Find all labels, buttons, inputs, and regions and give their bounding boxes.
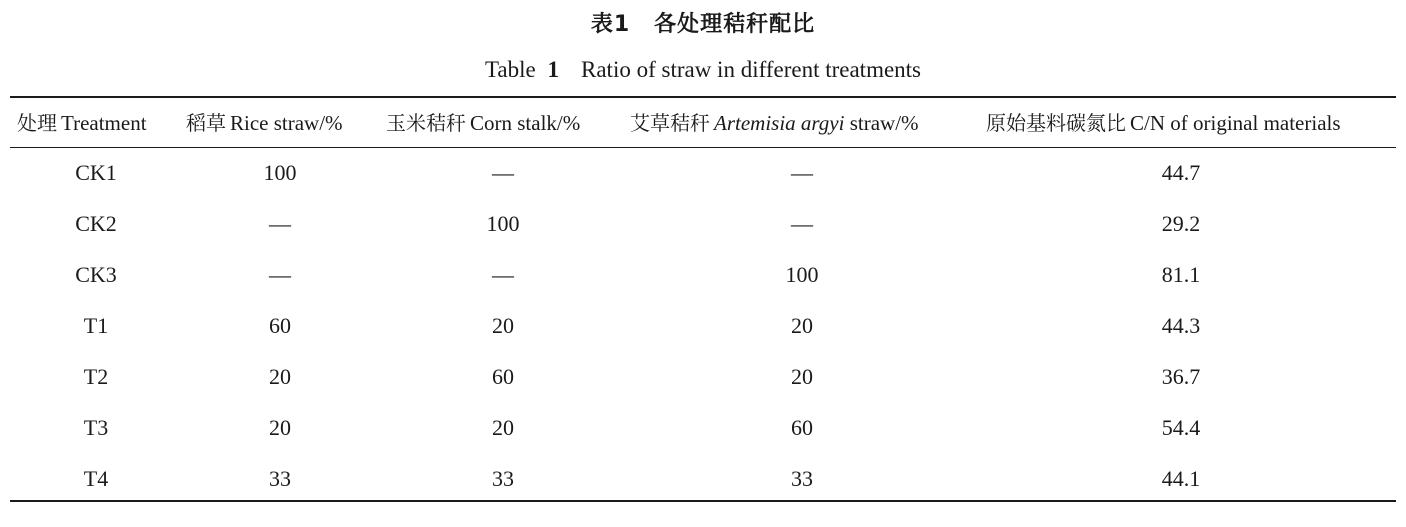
cell-rice-straw: 20 <box>269 415 291 440</box>
header-corn-stalk: 玉米秸秆 Corn stalk/% <box>386 111 581 135</box>
table-title-en-text: Ratio of straw in different treatments <box>581 57 922 82</box>
table-title-chinese <box>0 8 1406 42</box>
cell-rice-straw: 60 <box>269 313 291 338</box>
cell-rice-straw: — <box>269 211 291 236</box>
cell-rice-straw: 33 <box>269 466 291 491</box>
cell-treatment: T1 <box>83 313 109 338</box>
cell-corn-stalk: — <box>492 262 514 287</box>
cell-artemisia-straw: — <box>791 160 813 185</box>
cell-corn-stalk: — <box>492 160 514 185</box>
cell-treatment: CK1 <box>75 160 117 185</box>
cell-rice-straw: — <box>269 262 291 287</box>
cell-cn-ratio: 54.4 <box>1161 415 1201 440</box>
table-title-english <box>0 54 1406 86</box>
cell-corn-stalk: 60 <box>492 364 514 389</box>
cell-artemisia-straw: 20 <box>791 313 813 338</box>
cell-cn-ratio: 29.2 <box>1161 211 1201 236</box>
cell-treatment: CK2 <box>75 211 117 236</box>
cell-artemisia-straw: 33 <box>791 466 813 491</box>
header-treatment: 处理 Treatment <box>17 111 147 135</box>
table-top-rule <box>10 96 1396 98</box>
table-label-en: Table <box>484 57 536 82</box>
cell-treatment: CK3 <box>75 262 117 287</box>
cell-artemisia-straw: — <box>791 211 813 236</box>
cell-corn-stalk: 33 <box>492 466 514 491</box>
table-number-cn: 表1 <box>590 12 631 37</box>
cell-artemisia-straw: 60 <box>791 415 813 440</box>
cell-corn-stalk: 100 <box>486 211 520 236</box>
cell-artemisia-straw: 100 <box>785 262 819 287</box>
cell-treatment: T3 <box>83 415 109 440</box>
table-number-en: 1 <box>547 57 559 82</box>
cell-cn-ratio: 44.1 <box>1161 466 1201 491</box>
header-cn-ratio: 原始基料碳氮比 C/N of original materials <box>986 111 1341 135</box>
cell-cn-ratio: 36.7 <box>1161 364 1201 389</box>
cell-treatment: T2 <box>83 364 109 389</box>
cell-corn-stalk: 20 <box>492 415 514 440</box>
table-header-rule <box>10 147 1396 148</box>
header-artemisia-straw: 艾草秸秆 Artemisia argyi straw/% <box>630 111 919 135</box>
table-title-cn-text: 各处理秸秆配比 <box>654 12 816 37</box>
cell-cn-ratio: 44.7 <box>1161 160 1201 185</box>
cell-cn-ratio: 44.3 <box>1161 313 1201 338</box>
cell-corn-stalk: 20 <box>492 313 514 338</box>
cell-rice-straw: 100 <box>263 160 297 185</box>
cell-artemisia-straw: 20 <box>791 364 813 389</box>
header-rice-straw: 稻草 Rice straw/% <box>186 111 343 135</box>
cell-cn-ratio: 81.1 <box>1161 262 1201 287</box>
table-bottom-rule <box>10 500 1396 502</box>
cell-treatment: T4 <box>83 466 109 491</box>
cell-rice-straw: 20 <box>269 364 291 389</box>
